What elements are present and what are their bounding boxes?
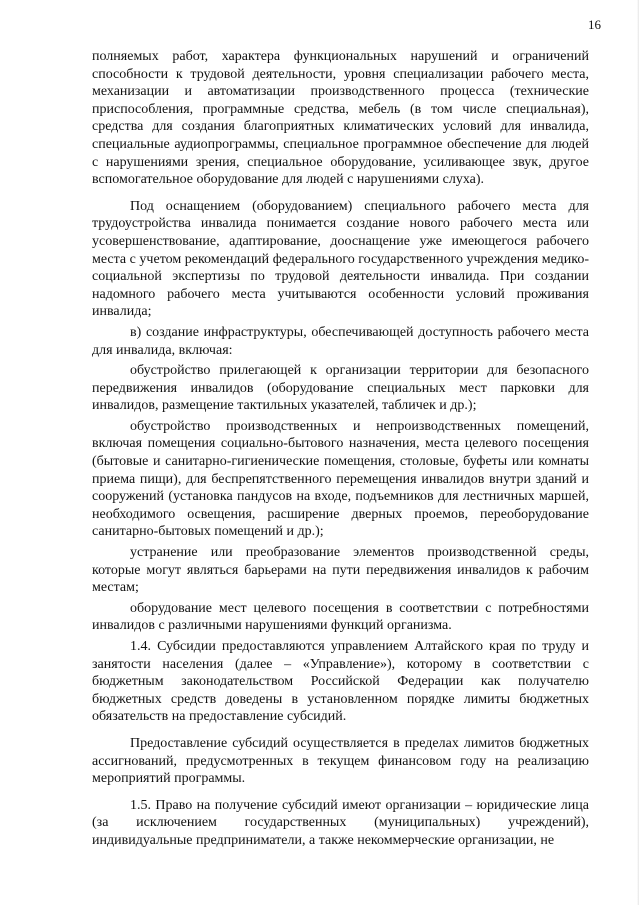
paragraph-equipment-list: полняемых работ, характера функциональных нарушений и ограничений способности к трудовой деятельности, уровня специализации рабочего места, механизации и автоматизации производственного процесса (технические приспособления, программные средства, мебель (в том числе специальная), средства для создания благоприятных климатических условий для инвалида, специальные аудиопрограммы, специальное программное обеспечение для людей с нарушениями зрения, специальное оборудование, усиливающее звук, другое вспомогательное оборудование для людей с нарушениями слуха). xyxy=(92,49,589,188)
paragraph-section-1-5: 1.5. Право на получение субсидий имеют организации – юридические лица (за исключением государственных (муниципальных) учреждений), индивидуальные предприниматели, а также некоммерческие организации, не xyxy=(92,797,589,848)
paragraph-visiting-places: оборудование мест целевого посещения в соответствии с потребностями инвалидов с различными нарушениями функций организма. xyxy=(92,600,589,634)
paragraph-barriers: устранение или преобразование элементов производственной среды, которые могут являться барьерами на пути передвижения инвалидов к рабочим местам; xyxy=(92,545,589,596)
paragraph-premises: обустройство производственных и непроизводственных помещений, включая помещения социально-бытового назначения, места целевого посещения (бытовые и санитарно-гигиенические помещения, столовые, буфеты или комнаты приема пищи), для беспрепятственного перемещения инвалидов внутри зданий и сооружений (установка пандусов на входе, подъемников для лестничных маршей, необходимого освещения, расширение дверных проемов, переоборудование санитарно-бытовых помещений и др.); xyxy=(92,418,589,540)
paragraph-section-1-4: 1.4. Субсидии предоставляются управлением Алтайского края по труду и занятости населения (далее – «Управление»), которому в соответствии с бюджетным законодательством Российской Федерации как получателю бюджетных средств доведены в установленном порядке лимиты бюджетных обязательств на предоставление субсидий. xyxy=(92,639,589,725)
paragraph-territory: обустройство прилегающей к организации территории для безопасного передвижения инвалидов (оборудование специальных мест парковки для инвалидов, размещение тактильных указателей, табличек и др.); xyxy=(92,363,589,414)
document-body xyxy=(92,48,589,850)
paragraph-workplace-equipping: Под оснащением (оборудованием) специального рабочего места для трудоустройства инвалида понимается создание нового рабочего места или усовершенствование, адаптирование, дооснащение уже имеющегося рабочего места с учетом рекомендаций федерального государственного учреждения медико-социальной экспертизы по трудовой деятельности инвалида. При создании надомного рабочего места учитываются особенности условий проживания инвалида; xyxy=(92,198,589,320)
paragraph-budget-limits: Предоставление субсидий осуществляется в пределах лимитов бюджетных ассигнований, предусмотренных в текущем финансовом году на реализацию мероприятий программы. xyxy=(92,735,589,787)
paragraph-infrastructure: в) создание инфраструктуры, обеспечивающей доступность рабочего места для инвалида, включая: xyxy=(92,324,589,358)
page-number: 16 xyxy=(588,17,601,32)
